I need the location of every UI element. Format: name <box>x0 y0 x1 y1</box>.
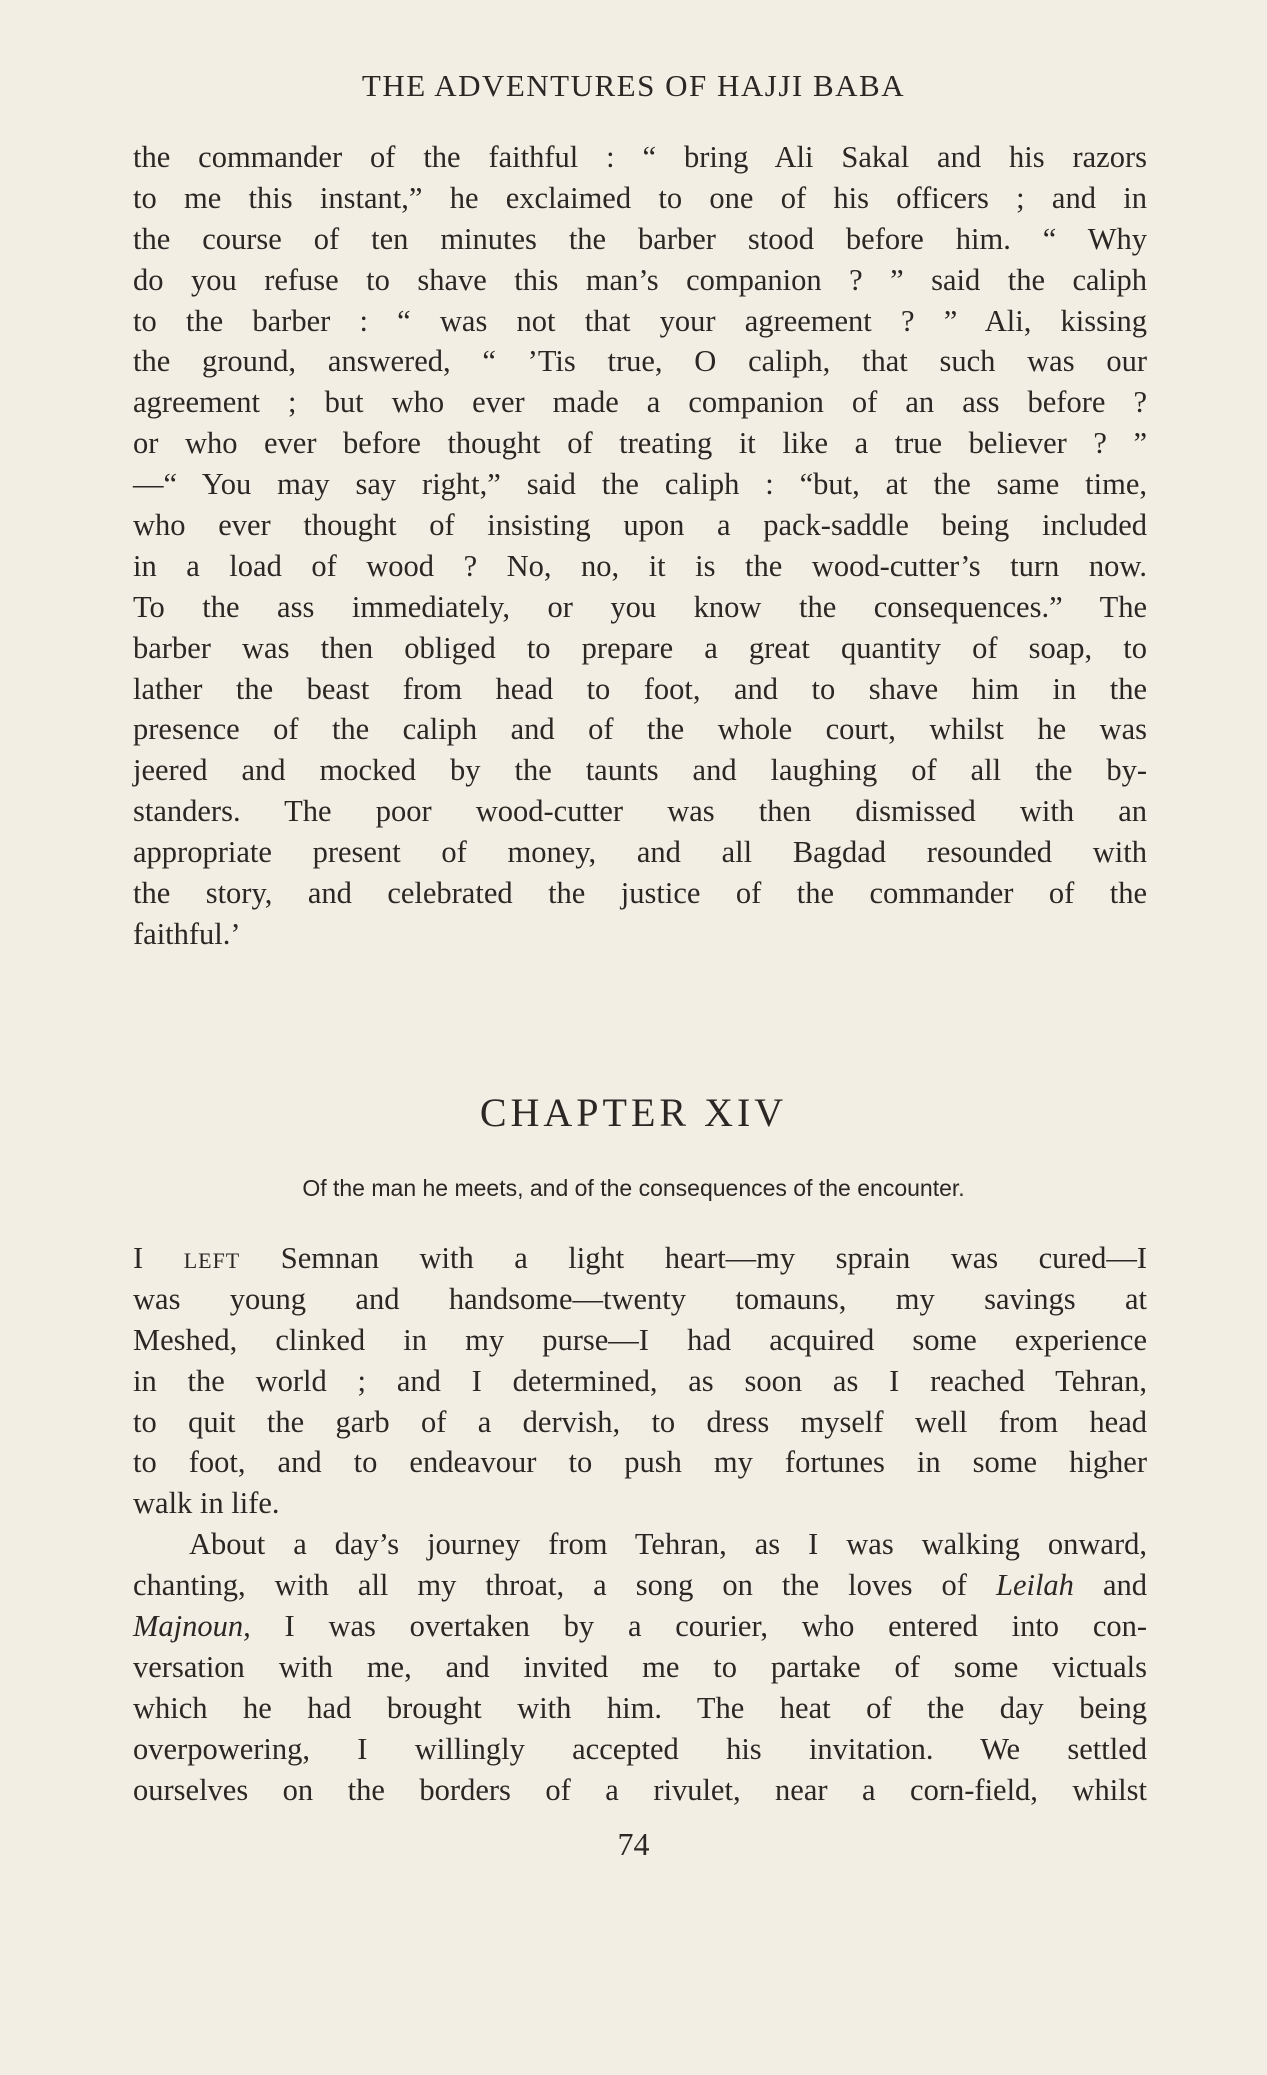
text-line: to quit the garb of a dervish, to dress myself well from head <box>133 1404 1147 1439</box>
text-line: faithful.’ <box>133 916 241 951</box>
paragraph-block-2 <box>133 1238 1147 1810</box>
text-line: do you refuse to shave this man’s companion ? ” said the caliph <box>133 262 1147 297</box>
text-line: the ground, answered, “ ’Tis true, O caliph, that such was our <box>133 344 1147 379</box>
text-line: Meshed, clinked in my purse—I had acquired some experience <box>133 1322 1147 1357</box>
opening-smallcaps: LEFT <box>183 1248 241 1273</box>
text-line: to foot, and to endeavour to push my fortunes in some higher <box>133 1445 1147 1480</box>
page-number: 74 <box>617 1826 650 1862</box>
text-line: to the barber : “ was not that your agreement ? ” Ali, kissing <box>133 303 1147 338</box>
text-line: in the world ; and I determined, as soon as I reached Tehran, <box>133 1363 1147 1398</box>
text-line: overpowering, I willingly accepted his invitation. We settled <box>133 1731 1147 1766</box>
text-line: who ever thought of insisting upon a pack-saddle being included <box>133 508 1147 543</box>
text-line: barber was then obliged to prepare a great quantity of soap, to <box>133 630 1147 665</box>
text-line: About a day’s journey from Tehran, as I was walking onward, <box>189 1527 1147 1562</box>
italic-name: Leilah <box>995 1568 1074 1603</box>
text-line: the course of ten minutes the barber stood before him. “ Why <box>133 221 1147 256</box>
text-line: To the ass immediately, or you know the consequences.” The <box>133 589 1147 624</box>
text-line: in a load of wood ? No, no, it is the wood-cutter’s turn now. <box>133 548 1147 583</box>
text-line: the commander of the faithful : “ bring Ali Sakal and his razors <box>133 140 1147 174</box>
text-line: presence of the caliph and of the whole court, whilst he was <box>133 712 1147 747</box>
text-span: chanting, with all my throat, a song on the loves of <box>133 1568 967 1603</box>
text-line <box>133 1606 1147 1647</box>
opening-word: I <box>133 1241 144 1275</box>
running-head: THE ADVENTURES OF HAJJI BABA <box>361 68 906 103</box>
text-line: or who ever before thought of treating it like a true believer ? ” <box>133 426 1147 461</box>
text-line <box>133 1238 1147 1279</box>
text-line: appropriate present of money, and all Bagdad resounded with <box>133 835 1147 870</box>
chapter-summary: Of the man he meets, and of the consequences of the encounter. <box>302 1175 965 1201</box>
chapter-title: CHAPTER XIV <box>479 1090 788 1135</box>
text-line: versation with me, and invited me to partake of some victuals <box>133 1649 1147 1684</box>
text-line: to me this instant,” he exclaimed to one of his officers ; and in <box>133 180 1147 215</box>
text-span: I was overtaken by a courier, who entered into con- <box>284 1609 1148 1644</box>
text-span: and <box>1102 1568 1147 1603</box>
text-line: agreement ; but who ever made a companion of an ass before ? <box>133 385 1147 420</box>
text-line: jeered and mocked by the taunts and laughing of all the by- <box>133 753 1147 788</box>
text-line-rest: Semnan with a light heart—my sprain was cured—I <box>280 1241 1148 1275</box>
text-line: was young and handsome—twenty tomauns, my savings at <box>133 1281 1147 1316</box>
text-line: standers. The poor wood-cutter was then dismissed with an <box>133 794 1147 829</box>
text-line: lather the beast from head to foot, and to shave him in the <box>133 671 1147 706</box>
italic-name: Majnoun, <box>133 1609 251 1644</box>
text-line: the story, and celebrated the justice of the commander of the <box>133 876 1147 911</box>
text-line: ourselves on the borders of a rivulet, near a corn-field, whilst <box>133 1772 1147 1807</box>
text-line: —“ You may say right,” said the caliph : “but, at the same time, <box>133 467 1147 502</box>
text-line <box>133 1565 1147 1606</box>
paragraph-block-1 <box>133 137 1147 955</box>
text-line: walk in life. <box>133 1486 280 1521</box>
text-line: which he had brought with him. The heat of the day being <box>133 1690 1147 1725</box>
